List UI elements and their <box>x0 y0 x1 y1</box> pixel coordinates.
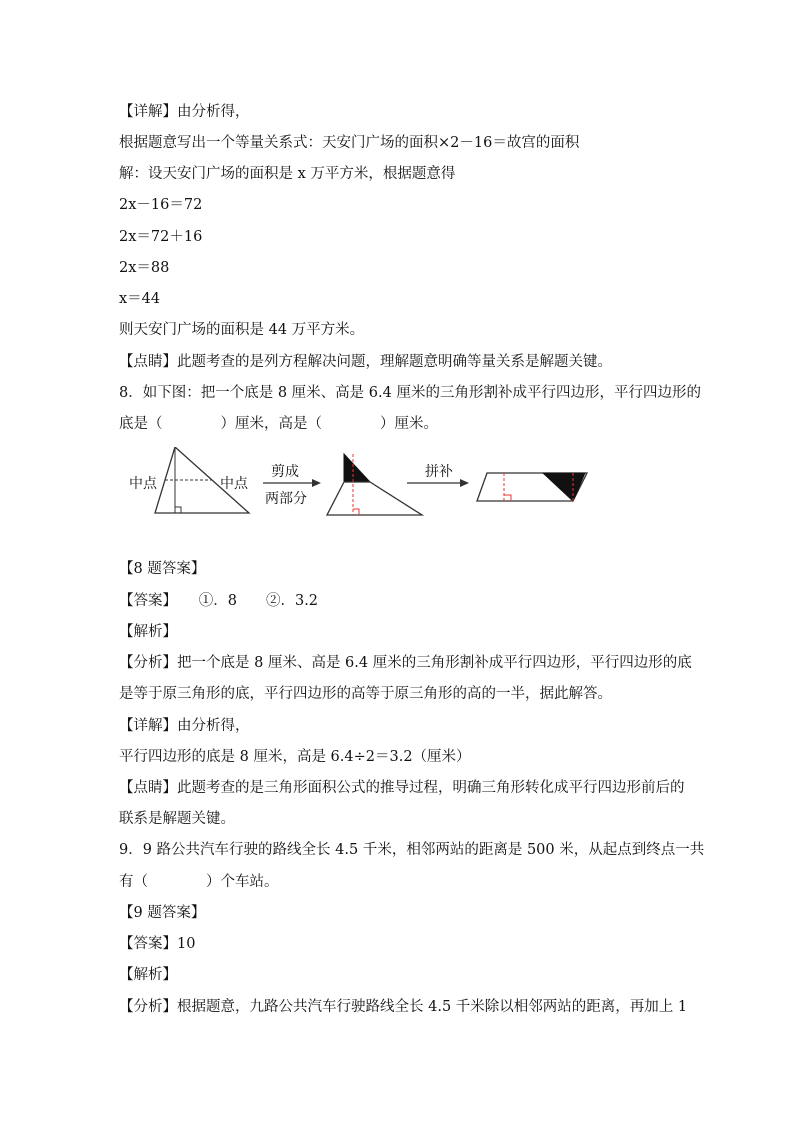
right-angle-mark <box>504 495 511 501</box>
text-line: 根据题意写出一个等量关系式：天安门广场的面积×2－16＝故宫的面积 <box>119 135 580 151</box>
analysis-text: 【分析】根据题意，九路公共汽车行驶路线全长 4.5 千米除以相邻两站的距离，再加上 1 <box>119 999 688 1015</box>
midpoint-label-left: 中点 <box>129 476 157 492</box>
arrow-1-bottom-label: 两部分 <box>265 491 307 507</box>
trapezoid-part <box>327 482 422 515</box>
analysis-text: 是等于原三角形的底，平行四边形的高等于原三角形的高的一半，据此解答。 <box>119 686 612 702</box>
arrow-2-head <box>460 479 469 487</box>
answer-line: 【答案】 ①．8 ②．3.2 <box>119 593 319 609</box>
answer-heading: 【9 题答案】 <box>119 905 206 921</box>
text-line: 则天安门广场的面积是 44 万平方米。 <box>119 322 365 338</box>
right-angle-mark <box>175 507 181 513</box>
moved-triangle <box>543 473 585 501</box>
equation-line: 2x－16＝72 <box>119 197 203 213</box>
text-line: 解：设天安门广场的面积是 x 万平方米，根据题意得 <box>119 166 456 182</box>
question-9-text: 有（ ）个车站。 <box>119 874 279 890</box>
answer-heading: 【8 题答案】 <box>119 561 206 577</box>
analysis-heading: 【解析】 <box>119 624 177 640</box>
answer-line: 【答案】10 <box>119 936 196 952</box>
comment-line: 【点睛】此题考查的是三角形面积公式的推导过程，明确三角形转化成平行四边形前后的 <box>119 780 685 796</box>
detail-text: 【详解】由分析得， <box>119 718 250 734</box>
cut-top-triangle <box>344 454 370 482</box>
analysis-heading: 【解析】 <box>119 967 177 983</box>
equation-line: x＝44 <box>119 291 161 307</box>
equation-line: 2x＝72＋16 <box>119 229 203 245</box>
comment-line: 联系是解题关键。 <box>119 811 235 827</box>
midpoint-label-right: 中点 <box>220 476 248 492</box>
text-line: 【详解】由分析得， <box>119 104 250 120</box>
arrow-2-top-label: 拼补 <box>425 464 453 480</box>
triangle-to-parallelogram-diagram <box>125 447 595 525</box>
comment-line: 【点睛】此题考查的是列方程解决问题，理解题意明确等量关系是解题关键。 <box>119 354 612 370</box>
question-9-text: 9．9 路公共汽车行驶的路线全长 4.5 千米，相邻两站的距离是 500 米，从起点到终点一共 <box>119 842 705 858</box>
arrow-1-top-label: 剪成 <box>271 464 299 480</box>
arrow-1-head <box>312 479 321 487</box>
question-8-text: 8．如下图：把一个底是 8 厘米、高是 6.4 厘米的三角形割补成平行四边形，平行四边形的 <box>119 385 701 401</box>
question-8-text: 底是（ ）厘米，高是（ ）厘米。 <box>119 416 438 432</box>
detail-text: 平行四边形的底是 8 厘米，高是 6.4÷2＝3.2（厘米） <box>119 749 471 765</box>
analysis-text: 【分析】把一个底是 8 厘米、高是 6.4 厘米的三角形割补成平行四边形，平行四边形的底 <box>119 655 692 671</box>
equation-line: 2x＝88 <box>119 260 170 276</box>
right-angle-mark <box>353 509 359 515</box>
